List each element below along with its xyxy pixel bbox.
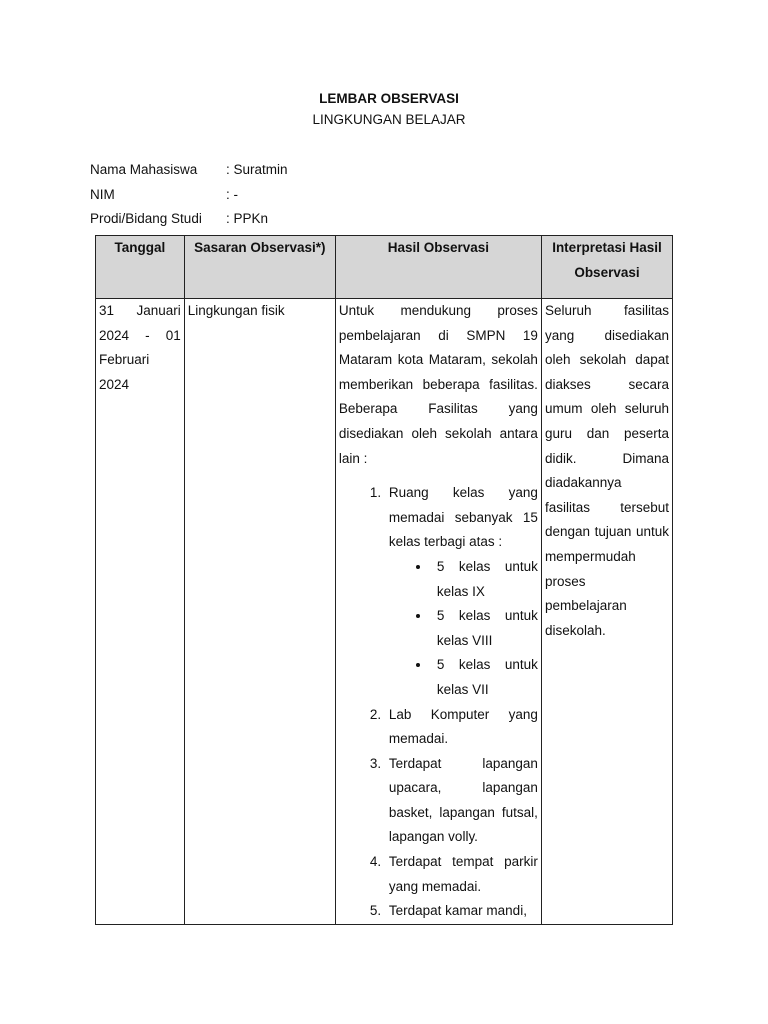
info-value: : PPKn (226, 211, 269, 226)
list-item: 4. Terdapat tempat parkir yang memadai. (385, 850, 538, 899)
document-title: LEMBAR OBSERVASI (319, 91, 459, 106)
document-subtitle: LINGKUNGAN BELAJAR (312, 112, 466, 127)
list-item: 3. Terdapat lapangan upacara, lapangan basket, lapangan futsal, lapangan volly. (385, 752, 538, 850)
info-value: : Suratmin (226, 162, 288, 177)
cell-interpretasi: Seluruh fasilitas yang disediakan oleh sekolah dapat diakses secara umum oleh seluruh guru dan peserta didik. Dimana diadakannya fasilitas tersebut dengan tujuan untuk mempermudah proses pembelajaran disekolah. (541, 299, 672, 925)
header-tanggal: Tanggal (96, 236, 185, 299)
sub-list-item: • 5 kelas untuk kelas IX (431, 555, 538, 604)
info-label: NIM (90, 187, 115, 202)
info-value: : - (226, 187, 238, 202)
class-breakdown-list (389, 555, 538, 703)
cell-tanggal: 31 Januari 2024 - 01 Februari 2024 (96, 299, 185, 925)
header-interpretasi: Interpretasi Hasil Observasi (541, 236, 672, 299)
header-sasaran: Sasaran Observasi*) (184, 236, 335, 299)
facility-list (339, 481, 538, 924)
table-row (96, 299, 673, 925)
table-header-row (96, 236, 673, 299)
list-item: 5. Terdapat kamar mandi, (385, 899, 538, 924)
sub-list-item: • 5 kelas untuk kelas VIII (431, 604, 538, 653)
list-item (385, 481, 538, 702)
observation-table (95, 235, 673, 925)
cell-sasaran: Lingkungan fisik (184, 299, 335, 925)
info-label: Prodi/Bidang Studi (90, 211, 202, 226)
header-hasil: Hasil Observasi (335, 236, 541, 299)
list-item-text: Ruang kelas yang memadai sebanyak 15 kelas terbagi atas : (388, 485, 538, 550)
cell-hasil (335, 299, 541, 925)
list-item: 2. Lab Komputer yang memadai. (385, 703, 538, 752)
sub-list-item: • 5 kelas untuk kelas VII (431, 653, 538, 702)
hasil-intro: Untuk mendukung proses pembelajaran di SMPN 19 Mataram kota Mataram, sekolah memberikan beberapa fasilitas. Beberapa Fasilitas yang disediakan oleh sekolah antara lain : (338, 303, 538, 466)
info-label: Nama Mahasiswa (90, 162, 198, 177)
